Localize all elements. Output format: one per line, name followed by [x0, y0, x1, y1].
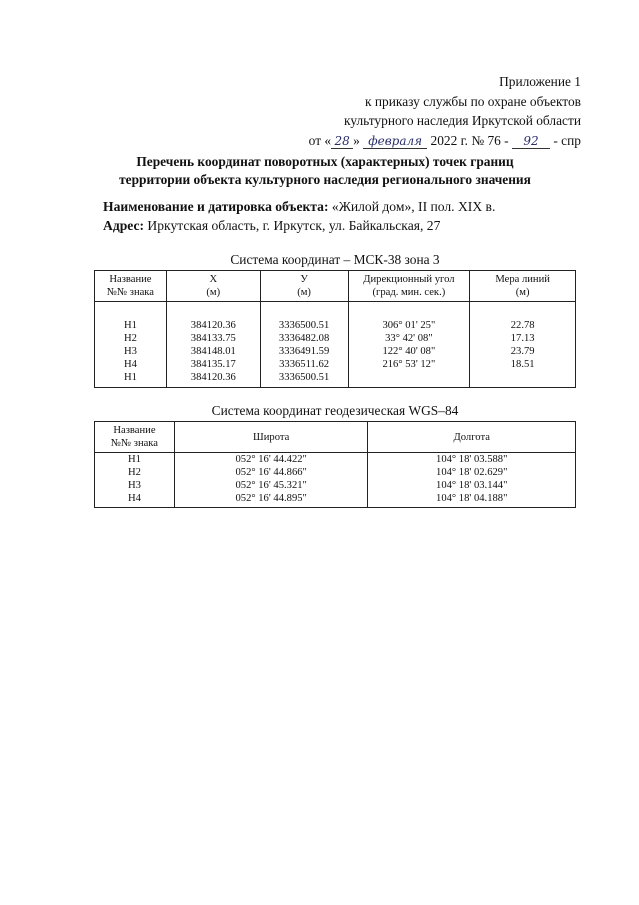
msk-header-row [95, 271, 576, 302]
order-suffix: - спр [553, 132, 581, 148]
object-address-value: Иркутская область, г. Иркутск, ул. Байкальская, 27 [147, 218, 441, 233]
order-date-line [309, 131, 581, 151]
header-text: Название [113, 425, 156, 436]
appendix-header [309, 72, 581, 150]
table-cell: 122° 40' 08" [348, 345, 470, 358]
title-line-2: территории объекта культурного наследия регионального значения [119, 172, 531, 187]
table-cell: 18.51 [470, 358, 576, 371]
handwritten-month: февраля [363, 134, 427, 149]
header-text: Название [109, 274, 152, 285]
table-cell: 216° 53' 12" [348, 358, 470, 371]
table-cell: Н2 [95, 332, 167, 345]
table-cell: Н4 [95, 492, 175, 508]
title-line-1: Перечень координат поворотных (характерных) точек границ [136, 154, 514, 169]
appendix-line-1: Приложение 1 [499, 74, 581, 89]
table-cell: 384148.01 [166, 345, 260, 358]
table-cell: Н1 [95, 453, 175, 467]
table-cell: 23.79 [470, 345, 576, 358]
object-address-line [103, 216, 495, 235]
table-row [95, 466, 576, 479]
object-name-line [103, 197, 495, 216]
header-text: У [300, 274, 308, 285]
order-date-prefix: от « [308, 132, 332, 148]
table-cell: 384133.75 [166, 332, 260, 345]
wgs-header-point [95, 422, 175, 453]
handwritten-day: 28 [331, 134, 353, 149]
table-spacer-row [95, 302, 576, 320]
header-text: Мера линий [495, 274, 550, 285]
table-cell: 33° 42' 08" [348, 332, 470, 345]
table-cell: 3336491.59 [260, 345, 348, 358]
handwritten-order-number: 92 [512, 134, 550, 149]
wgs-header-longitude: Долгота [368, 422, 576, 453]
header-text: №№ знака [110, 438, 158, 449]
table-cell: 3336500.51 [260, 319, 348, 332]
msk-table-caption: Система координат – МСК-38 зона 3 [230, 252, 440, 267]
table-row [95, 345, 576, 358]
object-name-value: «Жилой дом», II пол. XIX в. [331, 199, 496, 214]
table-cell: 052° 16' 44.866" [174, 466, 368, 479]
table-cell: 384120.36 [166, 319, 260, 332]
table-cell [470, 371, 576, 388]
object-info [103, 197, 495, 235]
msk-header-point [95, 271, 167, 302]
table-cell: 384120.36 [166, 371, 260, 388]
table-cell: 104° 18' 03.144" [368, 479, 576, 492]
appendix-line-2: к приказу службы по охране объектов [365, 93, 581, 109]
wgs-header-latitude: Широта [174, 422, 368, 453]
table-cell: 104° 18' 03.588" [368, 453, 576, 467]
header-text: №№ знака [106, 287, 154, 298]
object-name-label: Наименование и датировка объекта: [103, 199, 329, 214]
msk-header-angle [348, 271, 470, 302]
table-cell: 3336482.08 [260, 332, 348, 345]
table-cell: Н3 [95, 345, 167, 358]
order-date-close: » [353, 132, 360, 148]
table-row [95, 332, 576, 345]
table-row [95, 358, 576, 371]
table-cell: 3336500.51 [260, 371, 348, 388]
table-row [95, 319, 576, 332]
header-text: (град. мин. сек.) [372, 287, 446, 298]
table-cell: Н3 [95, 479, 175, 492]
table-cell: Н2 [95, 466, 175, 479]
msk-header-length [470, 271, 576, 302]
header-text: (м) [297, 287, 311, 298]
header-text: X [209, 274, 218, 285]
table-cell: 052° 16' 44.895" [174, 492, 368, 508]
table-cell: Н1 [95, 371, 167, 388]
header-text: (м) [515, 287, 530, 298]
wgs-table-caption: Система координат геодезическая WGS–84 [211, 403, 459, 418]
order-year-number: 2022 г. № 76 - [430, 132, 509, 148]
table-cell: 3336511.62 [260, 358, 348, 371]
header-text: (м) [206, 287, 221, 298]
wgs-coordinates-table [94, 421, 576, 508]
table-cell: Н1 [95, 319, 167, 332]
table-cell: 17.13 [470, 332, 576, 345]
table-cell: 306° 01' 25" [348, 319, 470, 332]
table-cell [348, 371, 470, 388]
msk-coordinates-table [94, 270, 576, 388]
table-cell: 104° 18' 04.188" [368, 492, 576, 508]
table-cell: 384135.17 [166, 358, 260, 371]
table-row [95, 479, 576, 492]
document-title [90, 153, 560, 189]
table-cell: 22.78 [470, 319, 576, 332]
object-address-label: Адрес: [103, 218, 145, 233]
appendix-line-3: культурного наследия Иркутской области [344, 113, 581, 128]
msk-header-x [166, 271, 260, 302]
wgs-header-row [95, 422, 576, 453]
msk-header-y [260, 271, 348, 302]
table-row [95, 453, 576, 467]
table-row [95, 492, 576, 508]
table-cell: 104° 18' 02.629" [368, 466, 576, 479]
table-cell: 052° 16' 44.422" [174, 453, 368, 467]
table-cell: 052° 16' 45.321" [174, 479, 368, 492]
table-cell: Н4 [95, 358, 167, 371]
table-row [95, 371, 576, 388]
header-text: Дирекционный угол [363, 274, 455, 285]
